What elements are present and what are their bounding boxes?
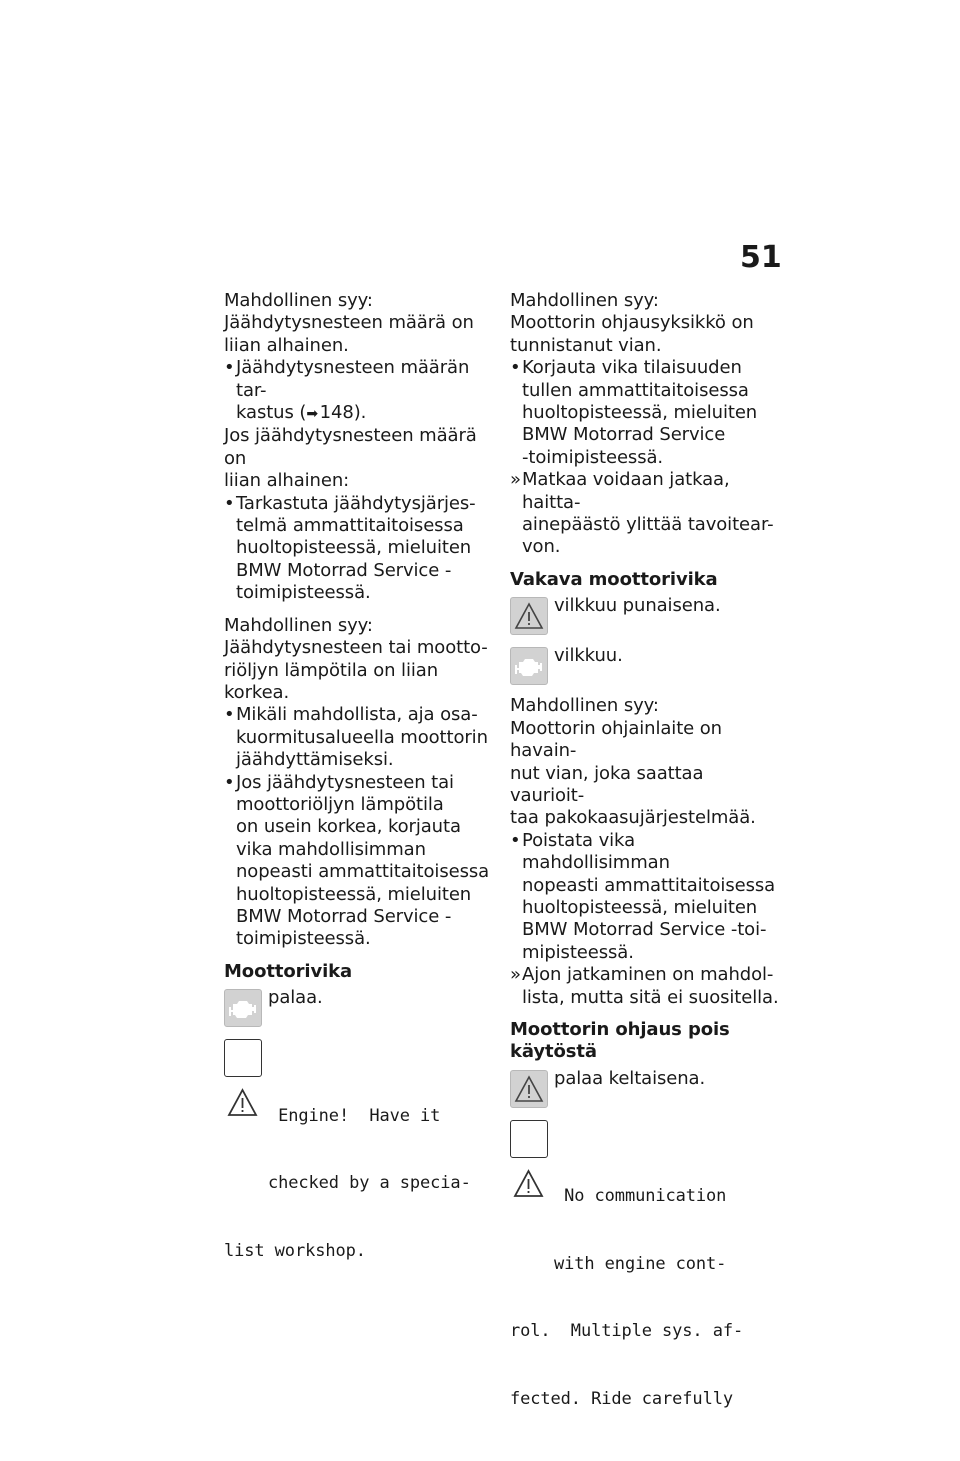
result-item	[510, 964, 780, 1009]
section-heading: Vakava moottorivika	[510, 568, 718, 590]
body-text: Jos jäähdytysnesteen määrä on	[224, 425, 477, 469]
indicator-row	[510, 595, 780, 637]
indicator-text: palaa keltaisena.	[554, 1067, 706, 1089]
display-message	[510, 1118, 780, 1456]
indicator-row	[224, 987, 490, 1029]
bullet-icon	[510, 357, 521, 379]
indicator-text: palaa.	[268, 987, 323, 1009]
list-item	[510, 357, 780, 469]
display-text: Engine! Have it	[268, 1105, 441, 1126]
list-item-text: huoltopisteessä, mieluiten	[236, 883, 472, 905]
display-text: checked by a specia-	[268, 1173, 471, 1194]
list-item-text: Jos jäähdytysnesteen tai	[236, 771, 454, 793]
bullet-icon	[224, 772, 235, 794]
display-text: No communication	[554, 1186, 727, 1207]
display-text: list workshop.	[224, 1240, 366, 1261]
list-item-text: -toimipisteessä.	[522, 446, 664, 468]
list-item-text: Mikäli mahdollista, aja osa-	[236, 704, 478, 726]
list-item	[224, 772, 490, 951]
cause-label: Mahdollinen syy:	[510, 290, 659, 311]
list-item-text: kastus (	[236, 402, 307, 424]
list-item-text: nopeasti ammattitaitoisessa	[522, 874, 776, 896]
page-reference-arrow-icon: ➡	[306, 406, 318, 423]
indicator-row	[510, 645, 780, 687]
list-item	[224, 357, 490, 425]
result-text: ainepäästö ylittää tavoitear-	[522, 514, 774, 536]
indicator-text: vilkkuu.	[554, 645, 623, 667]
result-arrow-icon	[510, 964, 521, 986]
cause-label: Mahdollinen syy:	[224, 614, 373, 636]
bullet-icon	[510, 830, 521, 852]
list-item	[510, 830, 780, 964]
cause-text: nut vian, joka saattaa vaurioit-	[510, 762, 704, 806]
cause-text: Jäähdytysnesteen tai mootto-	[224, 637, 488, 659]
list-item-text: vika mahdollisimman	[236, 838, 426, 860]
list-item-text: moottoriöljyn lämpötila	[236, 793, 444, 815]
cause-text: liian alhainen.	[224, 334, 349, 356]
result-text: lista, mutta sitä ei suositella.	[522, 986, 779, 1008]
display-text: with engine cont-	[554, 1253, 727, 1274]
result-arrow-icon	[510, 469, 521, 491]
cause-text: Jäähdytysnesteen määrä on	[224, 312, 474, 334]
list-item-text: huoltopisteessä, mieluiten	[522, 896, 758, 918]
list-item-text: BMW Motorrad Service -	[236, 905, 452, 927]
list-item-text: toimipisteessä.	[236, 582, 371, 604]
cause-text: riöljyn lämpötila on liian korkea.	[224, 659, 438, 703]
cause-text: tunnistanut vian.	[510, 334, 662, 356]
page-reference: 148).	[319, 402, 367, 424]
display-message	[224, 1037, 490, 1307]
list-item-text: on usein korkea, korjauta	[236, 816, 461, 838]
body-text: liian alhainen:	[224, 470, 350, 492]
list-item-text: BMW Motorrad Service -	[236, 559, 452, 581]
section-heading: käytöstä	[510, 1041, 597, 1063]
list-item	[224, 493, 490, 605]
list-item-text: telmä ammattitaitoisessa	[236, 515, 464, 537]
list-item-text: tullen ammattitaitoisessa	[522, 379, 749, 401]
indicator-text: vilkkuu punaisena.	[554, 595, 721, 617]
display-text: fected. Ride carefully	[510, 1388, 733, 1409]
list-item-text: Poistata vika mahdollisimman	[522, 829, 670, 874]
warning-triangle-icon	[224, 1039, 262, 1077]
warning-triangle-icon	[510, 1070, 548, 1108]
result-text: Ajon jatkaminen on mahdol-	[522, 964, 774, 986]
section-heading: Moottorin ohjaus pois	[510, 1018, 730, 1040]
right-column	[510, 290, 780, 1461]
result-text: von.	[522, 536, 561, 558]
bullet-icon	[224, 493, 235, 515]
list-item-text: BMW Motorrad Service	[522, 424, 726, 446]
cause-text: Moottorin ohjausyksikkö on	[510, 312, 754, 334]
result-text: Matkaa voidaan jatkaa, haitta-	[522, 469, 730, 513]
list-item-text: Jäähdytysnesteen määrän tar-	[236, 357, 470, 401]
list-item-text: mipisteessä.	[522, 941, 634, 963]
list-item-text: Tarkastuta jäähdytysjärjes-	[236, 492, 476, 514]
cause-text: Moottorin ohjainlaite on havain-	[510, 717, 722, 762]
list-item-text: nopeasti ammattitaitoisessa	[236, 861, 490, 883]
bullet-icon	[224, 357, 235, 379]
cause-text: taa pakokaasujärjestelmää.	[510, 807, 756, 829]
list-item-text: Korjauta vika tilaisuuden	[522, 357, 742, 379]
list-item-text: toimipisteessä.	[236, 928, 371, 950]
engine-check-icon	[510, 647, 548, 685]
display-text: rol. Multiple sys. af-	[510, 1321, 744, 1342]
cause-label: Mahdollinen syy:	[224, 290, 373, 311]
section-heading: Moottorivika	[224, 960, 353, 982]
page-number: 51	[740, 240, 782, 275]
list-item	[224, 704, 490, 771]
bullet-icon	[224, 704, 235, 726]
engine-check-icon	[224, 989, 262, 1027]
list-item-text: huoltopisteessä, mieluiten	[236, 537, 472, 559]
warning-triangle-icon	[510, 1120, 548, 1158]
indicator-row	[510, 1068, 780, 1110]
list-item-text: BMW Motorrad Service -toi-	[522, 919, 767, 941]
result-item	[510, 469, 780, 559]
list-item-text: jäähdyttämiseksi.	[236, 749, 394, 771]
cause-label: Mahdollinen syy:	[510, 695, 659, 717]
warning-triangle-icon	[510, 597, 548, 635]
list-item-text: huoltopisteessä, mieluiten	[522, 402, 758, 424]
list-item-text: kuormitusalueella moottorin	[236, 726, 488, 748]
left-column	[224, 290, 490, 1313]
